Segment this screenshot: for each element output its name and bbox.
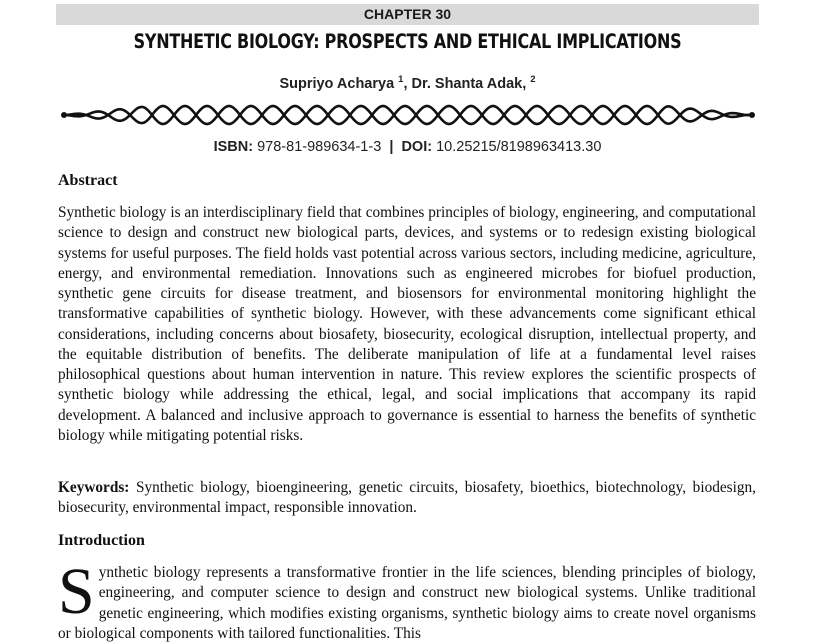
divider-end-right	[749, 112, 755, 118]
author-separator: ,	[403, 75, 412, 92]
doi-value: 10.25215/8198963413.30	[436, 139, 602, 155]
author-2: Dr. Shanta Adak,	[411, 75, 527, 92]
author-line	[56, 70, 759, 94]
ornamental-divider	[58, 100, 758, 130]
author-2-affiliation: 2	[530, 74, 536, 85]
abstract-paragraph: Synthetic biology is an interdisciplinary field that combines principles of biology, engineering, and computational science to design and construct new biological parts, devices, and systems or to redesign existing biological systems for useful purposes. The field holds vast potential across various sectors, including medicine, agriculture, energy, and environmental remediation. Innovations such as engineered microbes for biofuel production, synthetic gene circuits for disease treatment, and biosensors for environmental monitoring highlight the transformative capabilities of synthetic biology. However, with these advancements come significant ethical considerations, including concerns about biosafety, biosecurity, ecological disruption, intellectual property, and the equitable distribution of benefits. The deliberate manipulation of life at a fundamental level raises philosophical questions about human intervention in nature. This review explores the scientific prospects of synthetic biology while addressing the ethical, legal, and social implications that accompany its rapid development. A balanced and inclusive approach to governance is essential to harness the benefits of synthetic biology while mitigating potential risks.	[58, 204, 756, 444]
identifier-divider: |	[389, 139, 394, 155]
chapter-title: SYNTHETIC BIOLOGY: PROSPECTS AND ETHICAL IMPLICATIONS	[133, 30, 682, 53]
keywords-text: Synthetic biology, bioengineering, genetic circuits, biosafety, bioethics, biotechnology, biodesign, biosecurity, environmental impact, responsible innovation.	[58, 479, 756, 517]
divider-end-left	[61, 112, 67, 118]
identifier-line	[56, 137, 759, 157]
introduction-heading: Introduction	[58, 532, 145, 549]
introduction-text: ynthetic biology represents a transformative frontier in the life sciences, blending principles of biology, engineering, and computer science to design and construct new biological systems. Unlike traditional genetic engineering, which modifies existing organisms, synthetic biology aims to create novel organisms or biological components with tailored functionalities. This	[58, 564, 756, 642]
author-1-affiliation: 1	[398, 74, 404, 85]
introduction-paragraph	[58, 555, 756, 642]
isbn-value: 978-81-989634-1-3	[257, 139, 382, 155]
isbn-label: ISBN:	[213, 139, 254, 155]
keywords-paragraph	[58, 478, 756, 519]
keywords-label: Keywords:	[58, 479, 130, 496]
abstract-heading: Abstract	[58, 172, 118, 189]
doi-label: DOI:	[401, 139, 433, 155]
author-1: Supriyo Acharya	[279, 75, 395, 92]
chapter-label: CHAPTER 30	[56, 4, 759, 25]
drop-cap: S	[58, 555, 95, 628]
